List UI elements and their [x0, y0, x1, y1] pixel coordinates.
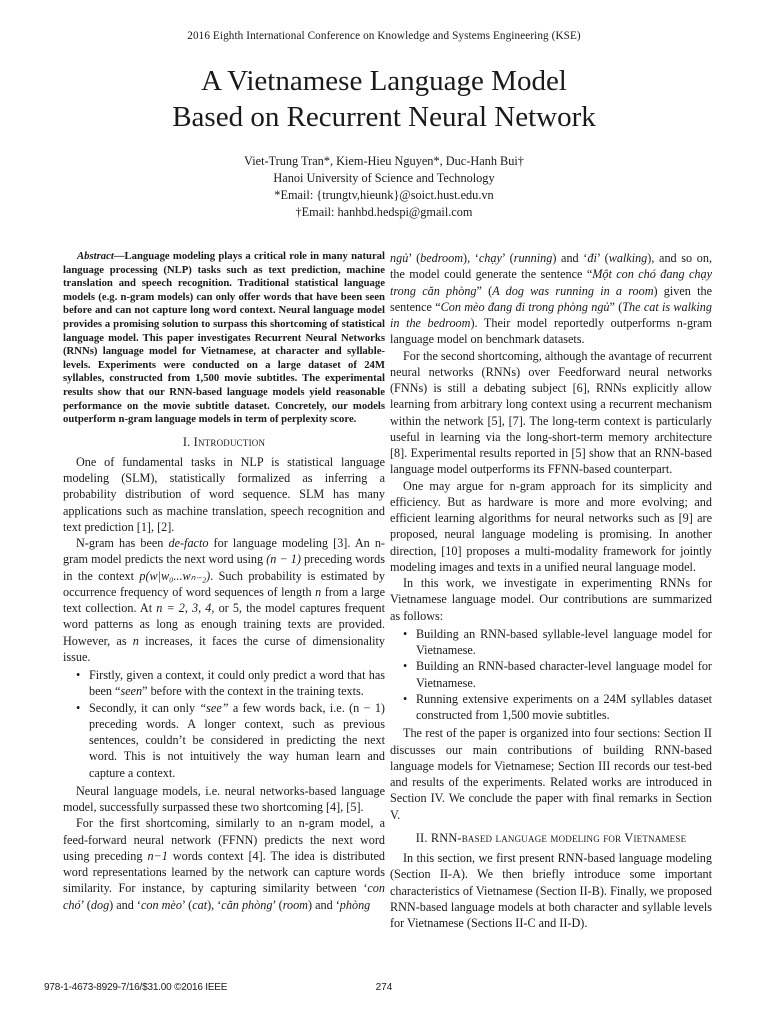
author-block [0, 153, 768, 221]
footer-isbn: 978-1-4673-8929-7/16/$31.00 ©2016 IEEE [44, 982, 228, 993]
list-item: • Firstly, given a context, it could only predict a word that has been “seen” before with the context in the training texts. [63, 667, 385, 700]
page-number: 274 [375, 982, 393, 993]
intro-paragraph-3: Neural language models, i.e. neural networks-based language model, successfully surpassed these two shortcoming [4], [5]. [63, 783, 385, 815]
left-column [63, 250, 385, 913]
list-item: • Building an RNN-based syllable-level language model for Vietnamese. [390, 626, 712, 659]
intro-paragraph-8: The rest of the paper is organized into four sections: Section II discusses our main contributions of building RNN-based language models for Vietnamese; Section III records our test-bed and results of the experiments. Related works are introduced in Section IV. We conclude the paper with final remarks in Section V. [390, 726, 712, 822]
intro-paragraph-1: One of fundamental tasks in NLP is statistical language modeling (SLM), statistically formalized as inferring a probability distribution of word sequence. SLM has many applications such as machine translation, speech recognition and text prediction [1], [2]. [63, 454, 385, 534]
shortcomings-list [63, 667, 385, 781]
section-title: RNN-based language modeling for Vietnamese [430, 830, 687, 845]
intro-paragraph-4-continued: ngủ’ (bedroom), ‘chạy’ (running) and ‘đi’ (walking), and so on, the model could generate the sentence “Một con chó đang chạy trong căn phòng” (A dog was running in a room) given the sentence “Con mèo đang đi trong phòng ngủ” (The cat is walking in the bedroom). Their model reportedly outperforms n-gram language model on benchmark datasets. [390, 251, 713, 347]
section-number: II. [415, 830, 431, 845]
author-email-2: †Email: hanhbd.hedspi@gmail.com [295, 205, 473, 219]
contributions-list [390, 626, 712, 724]
abstract [63, 250, 385, 427]
intro-paragraph-7: In this work, we investigate in experimenting RNNs for Vietnamese language model. Our contributions are summarized as follows: [390, 576, 712, 623]
abstract-label: Abstract [77, 250, 114, 262]
title-line-2: Based on Recurrent Neural Network [172, 101, 596, 133]
author-affiliation: Hanoi University of Science and Technology [273, 171, 495, 185]
conference-header: 2016 Eighth International Conference on Knowledge and Systems Engineering (KSE) [187, 30, 581, 42]
right-column [390, 250, 712, 931]
section-heading-rnn [390, 830, 712, 846]
abstract-text: —Language modeling plays a critical role in many natural language processing (NLP) tasks such as text prediction, machine translation and speech recognition. Traditional statistical language models (e.g. n-gram models) can only offer words that have been seen before and can not capture long word context. Neural language model provides a promising solution to surpass this shortcoming of statistical language model. This paper investigates Recurrent Neural Networks (RNNs) language model for Vietnamese, at character and syllable-levels. Experiments were conducted on a large dataset of 24M syllables, constructed from 1,500 movie subtitles. The experimental results show that our RNN-based language models yield reasonable performance on the movie subtitle dataset. Concretely, our models outperform n-gram language models in term of perplexity score. [63, 250, 385, 426]
title-line-1: A Vietnamese Language Model [201, 65, 567, 97]
intro-paragraph-6: One may argue for n-gram approach for its simplicity and efficiency. But as hardware is more and more evolving; and efficient learning algorithms for neural networks such as [9] are proposed, neural language modeling is promising. In another direction, [10] proposes a multi-modality framework for jointly modeling images and texts in a unified neural language model. [390, 478, 712, 574]
section-number: I. [182, 434, 194, 449]
intro-paragraph-2: N-gram has been de-facto for language modeling [3]. An n-gram model predicts the next word using (n − 1) preceding words in the context p(w|w₀...wₙ₋₂). Such probability is estimated by occurrence frequency of word sequences of length n from a large text collection. At n = 2, 3, 4, or 5, the model captures frequent word patterns as long as enough training texts are provided. However, as n increases, it faces the curse of dimensionality issue. [63, 536, 385, 664]
author-email-1: *Email: {trungtv,hieunk}@soict.hust.edu.vn [274, 188, 494, 202]
section-title: Introduction [193, 434, 266, 449]
paper-title [0, 63, 768, 135]
list-item: • Secondly, it can only “see” a few words back, i.e. (n − 1) preceding words. A longer context, such as previous sentences, couldn’t be considered in predicting the next word. This is not intuitively the way human learn and capture a context. [63, 700, 385, 781]
section-heading-introduction [63, 434, 385, 450]
author-names: Viet-Trung Tran*, Kiem-Hieu Nguyen*, Duc-Hanh Bui† [244, 154, 524, 168]
section2-paragraph-1: In this section, we first present RNN-based language modeling (Section II-A). We then briefly introduce some important characteristics of Vietnamese (Section II-B). Finally, we proposed RNN-based language models at both character and syllable levels for Vietnamese (Sections II-C and II-D). [390, 851, 712, 930]
list-item: • Running extensive experiments on a 24M syllables dataset constructed from 1,500 movie subtitles. [390, 691, 712, 724]
intro-paragraph-5: For the second shortcoming, although the avantage of recurrent neural networks (RNNs) over Feedforward neural networks (FNNs) is still a debating subject [6], RNNs explicitly allow learning from arbitrary long context using a recurrent mechanism within the network [5], [7]. The long-term context is particularly useful in learning via the long-short-term memory architecture [8]. Experimental results reported in [5] show that an RNN-based language model outperforms its FFNN-based counterpart. [390, 348, 712, 477]
list-item: • Building an RNN-based character-level language model for Vietnamese. [390, 658, 712, 691]
intro-paragraph-4: For the first shortcoming, similarly to an n-gram model, a feed-forward neural network (FFNN) predicts the next word using preceding n−1 words context [4]. The idea is distributed word representations learned by the network can capture words similarity. For instance, by capturing similarity between ‘con chó’ (dog) and ‘con mèo’ (cat), ‘căn phòng’ (room) and ‘phòng [63, 816, 385, 912]
